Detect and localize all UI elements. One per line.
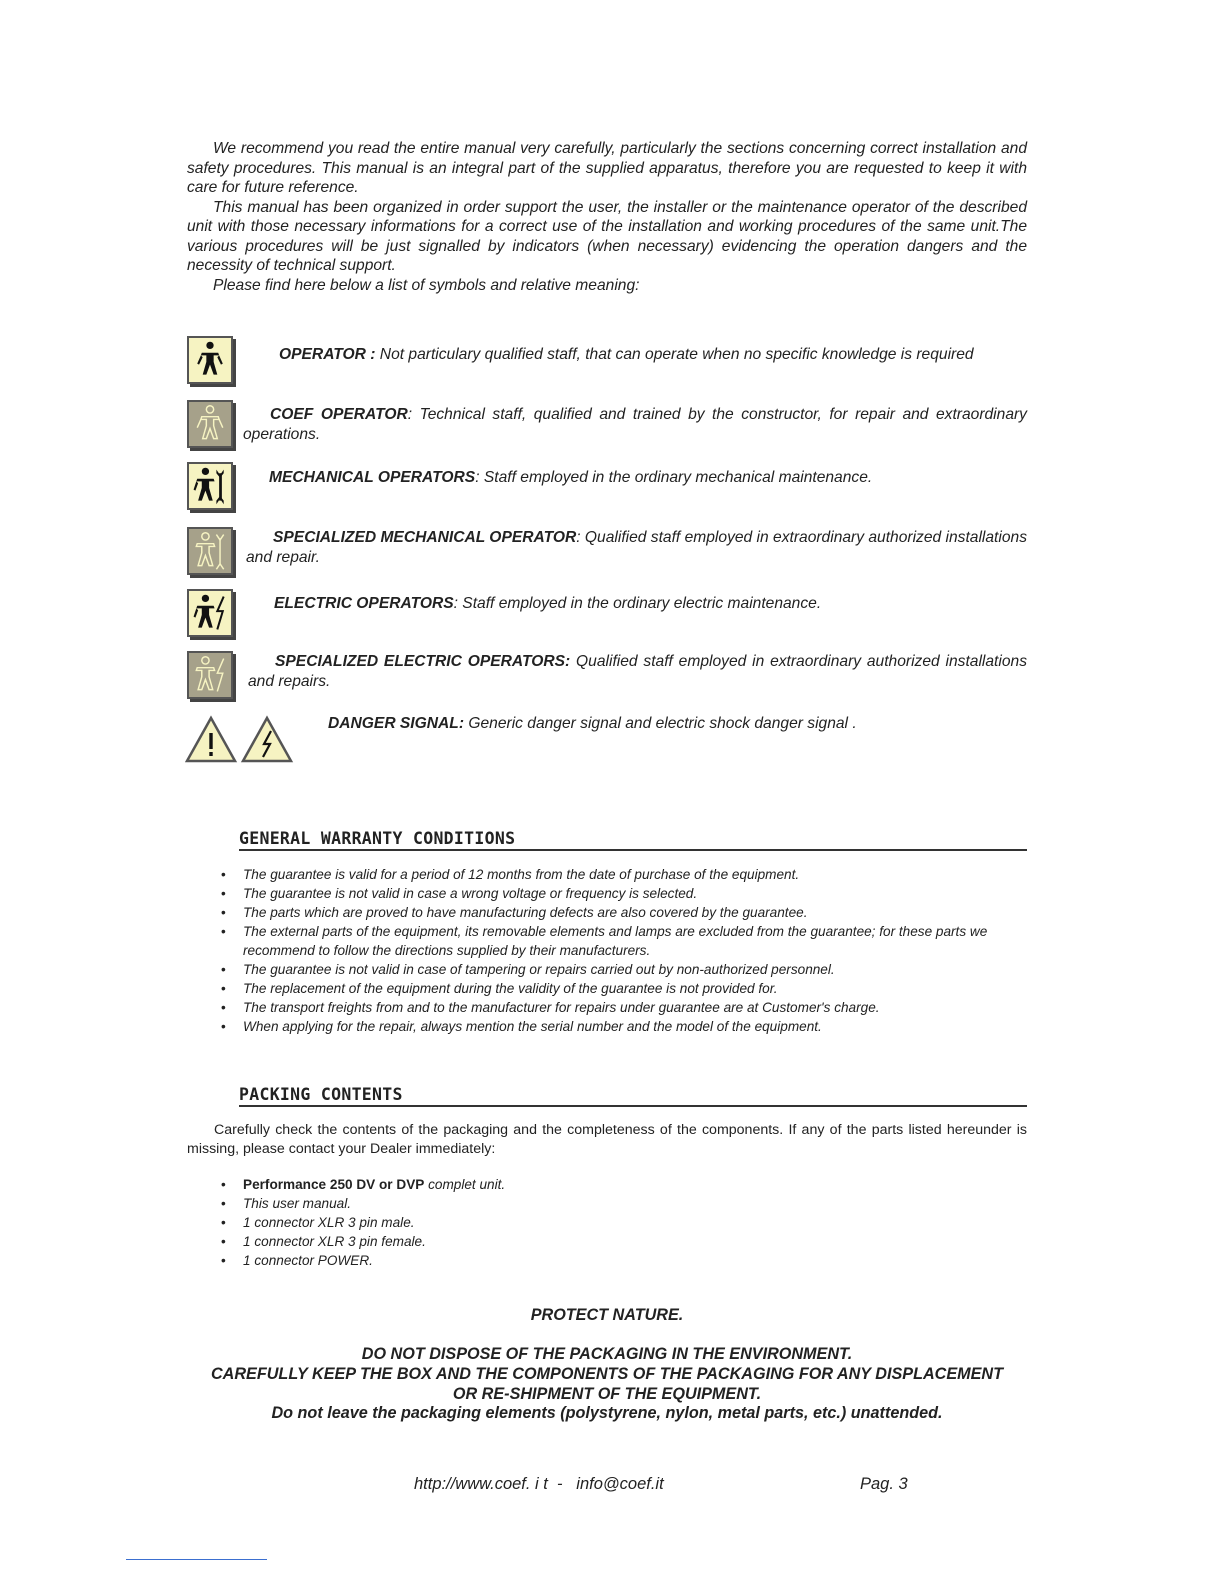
symbol-mechanical-text (269, 468, 1029, 488)
symbol-operator-title: OPERATOR : (279, 346, 376, 363)
symbol-mechanical-desc: : Staff employed in the ordinary mechanical maintenance. (475, 469, 873, 486)
warranty-title: GENERAL WARRANTY CONDITIONS (239, 829, 1027, 851)
list-item: • The external parts of the equipment, its removable elements and lamps are excluded from the guarantee; for these parts we recommend to follow the directions supplied by their manufacturers. (221, 922, 1011, 960)
operator-icon (187, 336, 233, 384)
symbol-danger-title: DANGER SIGNAL: (328, 715, 465, 732)
symbol-coef-operator-title: COEF OPERATOR (270, 406, 408, 423)
symbol-specialized-mechanical-desc: : Qualified staff employed in extraordinary authorized installations and repair. (246, 529, 1028, 566)
nature-line-2: CAREFULLY KEEP THE BOX AND THE COMPONENTS OF THE PACKAGING FOR ANY DISPLACEMENT (210, 1365, 1004, 1383)
packing-intro-b: If any of the parts listed hereunder is missing, please contact your Dealer immediately: (187, 1122, 1028, 1157)
symbol-operator-text (279, 345, 1039, 365)
footer-links: http://www.coef. i t - info@coef.it (414, 1475, 664, 1493)
intro-paragraph-1: We recommend you read the entire manual very carefully, particularly the sections concerning correct installation and safety procedures. This manual is an integral part of the supplied apparatus, therefore you are requested to keep it with care for future reference. (187, 140, 1027, 196)
list-item: • The replacement of the equipment during the validity of the guarantee is not provided for. (221, 979, 1011, 998)
intro-paragraph-2: This manual has been organized in order support the user, the installer or the maintenance operator of the described unit with those necessary informations for a correct use of the installation and working procedures of the same unit.The various procedures will be just signalled by indicators (when necessary) evidencing the operation dangers and the necessity of technical support. (187, 198, 1027, 274)
symbol-coef-operator-desc: : Technical staff, qualified and trained by the constructor, for repair and extraordinary operations. (243, 406, 1027, 443)
symbol-coef-operator-text (243, 405, 1027, 445)
specialized-mechanical-operator-icon (187, 527, 233, 575)
symbol-electric-title: ELECTRIC OPERATORS (274, 595, 454, 612)
symbol-specialized-mechanical-title: SPECIALIZED MECHANICAL OPERATOR (273, 529, 577, 546)
symbol-mechanical-title: MECHANICAL OPERATORS (269, 469, 476, 486)
packing-intro-a: Carefully check the contents of the packaging and the completeness of the components. (214, 1122, 784, 1138)
packing-intro (187, 1121, 1027, 1159)
list-item (221, 1175, 1011, 1194)
specialized-electric-operator-icon (187, 651, 233, 699)
nature-line-1: DO NOT DISPOSE OF THE PACKAGING IN THE ENVIRONMENT. (361, 1345, 853, 1363)
list-item: • The guarantee is not valid in case of tampering or repairs carried out by non-authorized personnel. (221, 960, 1011, 979)
nature-line-4: Do not leave the packaging elements (polystyrene, nylon, metal parts, etc.) unattended. (271, 1404, 943, 1422)
list-item: • 1 connector POWER. (221, 1251, 1011, 1270)
page-number: Pag. 3 (860, 1475, 908, 1493)
nature-line-3: OR RE-SHIPMENT OF THE EQUIPMENT. (452, 1385, 762, 1403)
list-item: • The guarantee is not valid in case a wrong voltage or frequency is selected. (221, 884, 1011, 903)
intro-text (187, 139, 1027, 295)
symbol-danger-text (328, 714, 1028, 734)
symbol-specialized-electric-title: SPECIALIZED ELECTRIC OPERATORS: (275, 653, 571, 670)
symbol-specialized-electric-text (248, 652, 1027, 692)
footer-rule (126, 1559, 267, 1560)
electric-operator-icon (187, 589, 233, 637)
list-item: • 1 connector XLR 3 pin female. (221, 1232, 1011, 1251)
list-item: • The guarantee is valid for a period of 12 months from the date of purchase of the equipment. (221, 865, 1011, 884)
symbol-electric-desc: : Staff employed in the ordinary electric maintenance. (453, 595, 822, 612)
mechanical-operator-icon (187, 462, 233, 510)
list-item: • When applying for the repair, always mention the serial number and the model of the equipment. (221, 1017, 1011, 1036)
packing-product-name: Performance 250 DV or DVP (243, 1177, 425, 1192)
intro-paragraph-3: Please find here below a list of symbols and relative meaning: (213, 276, 640, 294)
packing-product-rest: complet unit. (424, 1177, 506, 1192)
list-item: • This user manual. (221, 1194, 1011, 1213)
coef-operator-icon (187, 400, 233, 448)
symbol-danger-desc: Generic danger signal and electric shock danger signal . (464, 715, 857, 732)
warranty-list (221, 865, 1011, 1036)
list-item: • 1 connector XLR 3 pin male. (221, 1213, 1011, 1232)
symbol-specialized-mechanical-text (246, 528, 1027, 568)
list-item: • The transport freights from and to the manufacturer for repairs under guarantee are at Customer's charge. (221, 998, 1011, 1017)
protect-nature-heading: PROTECT NATURE. (530, 1306, 684, 1324)
list-item: • The parts which are proved to have manufacturing defects are also covered by the guarantee. (221, 903, 1011, 922)
danger-signal-icon (185, 715, 295, 765)
packing-title: PACKING CONTENTS (239, 1085, 1027, 1107)
symbol-operator-desc: Not particulary qualified staff, that can operate when no specific knowledge is required (375, 346, 974, 363)
symbol-specialized-electric-desc: Qualified staff employed in extraordinary authorized installations and repairs. (248, 653, 1027, 690)
packing-list (221, 1175, 1011, 1270)
symbol-electric-text (274, 594, 1034, 614)
